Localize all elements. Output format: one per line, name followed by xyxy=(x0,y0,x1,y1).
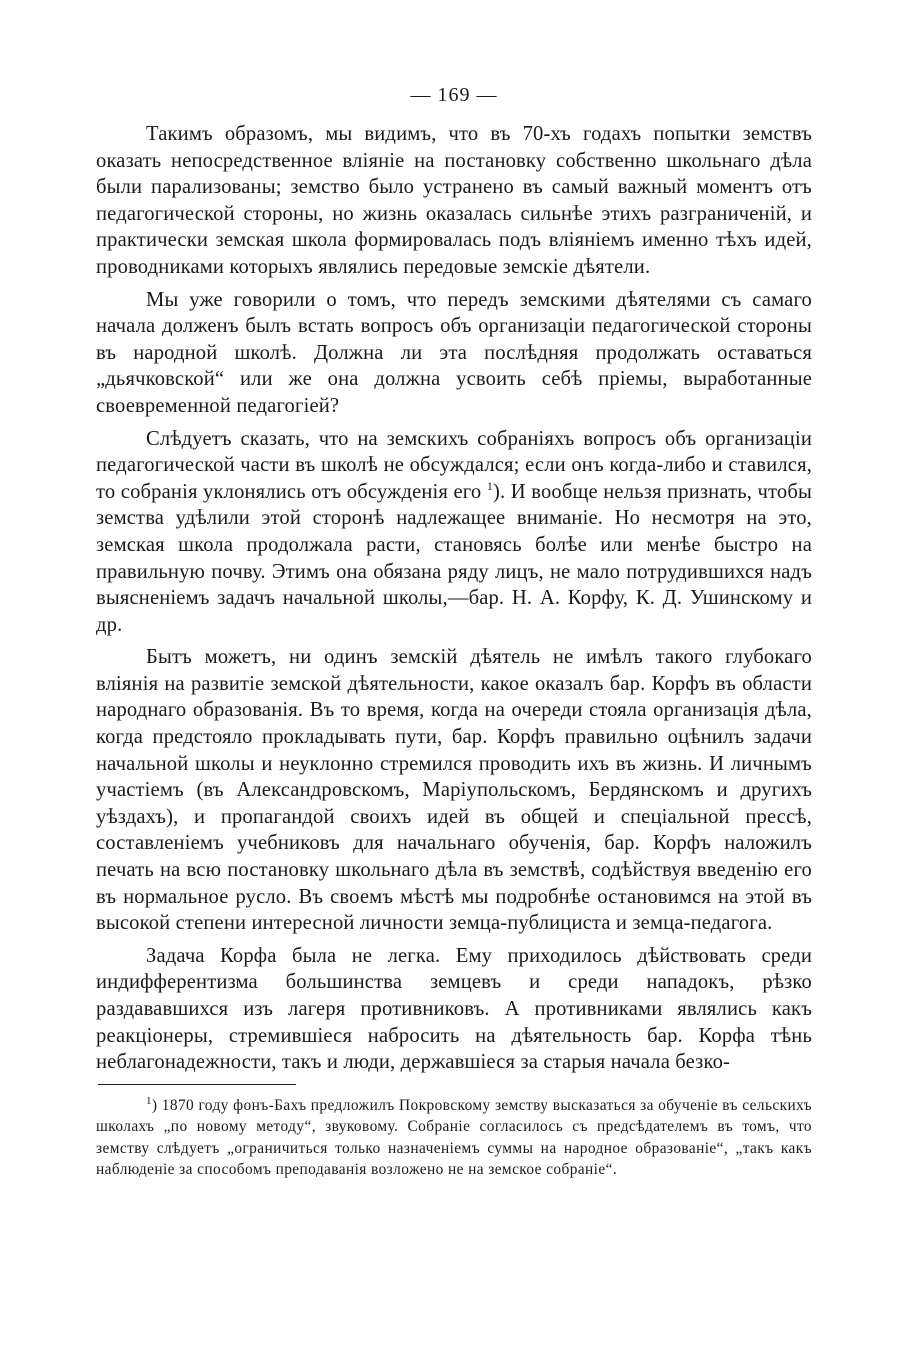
footnote xyxy=(96,1095,812,1181)
footnote-reference: 1 xyxy=(486,478,493,493)
paragraph-4: Бытъ можетъ, ни одинъ земскій дѣятель не имѣлъ такого глубокаго вліянія на развитіе земской дѣятельности, какое оказалъ бар. Корфъ въ области народнаго образованія. Въ то время, когда на очереди стояла организація дѣла, когда предстояло прокладывать пути, бар. Корфъ правильно оцѣнилъ задачи начальной школы и неуклонно стремился проводить ихъ въ жизнь. И личнымъ участіемъ (въ Александровскомъ, Маріупольскомъ, Бердянскомъ и другихъ уѣздахъ), и пропагандой своихъ идей въ общей и спеціальной прессѣ, составленіемъ учебниковъ для начальнаго обученія, бар. Корфъ наложилъ печать на всю постановку школьнаго дѣла въ земствѣ, содѣйствуя введенію его въ нормальное русло. Въ своемъ мѣстѣ мы подробнѣе остановимся на этой въ высокой степени интересной личности земца-публициста и земца-педагога. xyxy=(96,646,812,935)
paragraph-1: Такимъ образомъ, мы видимъ, что въ 70-хъ годахъ попытки земствъ оказать непосредственное вліяніе на постановку собственно школьнаго дѣла были парализованы; земство было устранено въ самый важный моментъ отъ педагогической стороны, но жизнь оказалась сильнѣе этихъ разграниченій, и практически земская школа формировалась подъ вліяніемъ именно тѣхъ идей, проводниками которыхъ являлись передовые земскіе дѣятели. xyxy=(96,123,812,278)
paragraph-3 xyxy=(96,426,812,639)
paragraph-5: Задача Корфа была не легка. Ему приходилось дѣйствовать среди индифферентизма большинства земцевъ и среди нападокъ, рѣзко раздававшихся изъ лагеря противниковъ. А противниками являлись какъ реакціонеры, стремившіеся набросить на дѣятельность бар. Корфа тѣнь неблагонадежности, такъ и люди, державшіеся за старыя начала безко- xyxy=(96,944,812,1074)
paragraph-2: Мы уже говорили о томъ, что передъ земскими дѣятелями съ самаго начала долженъ былъ встать вопросъ объ организаціи педагогической стороны въ народной школѣ. Должна ли эта послѣдняя продолжать оставаться „дьячковской“ или же она должна усвоить себѣ пріемы, выработанные своевременной педагогіей? xyxy=(96,288,812,417)
paragraph-3-text-end: ). И вообще нельзя признать, чтобы земства удѣлили этой сторонѣ надлежащее вниманіе. Но несмотря на это, земская школа продолжала расти, становясь болѣе или менѣе быстро на правильную почву. Этимъ она обязана ряду лицъ, не мало потрудившихся надъ выясненіемъ задачъ начальной школы,—бар. Н. А. Корфу, К. Д. Ушинскому и др. xyxy=(96,480,812,636)
footnote-text: ) 1870 году фонъ-Бахъ предложилъ Покровскому земству высказаться за обученіе въ сельскихъ школахъ „по новому методу“, звуковому. Собраніе согласилось съ предсѣдателемъ въ томъ, что земству слѣдуетъ „ограничиться только назначеніемъ суммы на народное образованіе“, „такъ какъ наблюденіе за способомъ преподаванія возложено не на земское собраніе“. xyxy=(96,1096,812,1179)
book-page xyxy=(96,84,812,1181)
footnote-mark: 1 xyxy=(146,1094,152,1107)
paragraph-3-text-start: Слѣдуетъ сказать, что на земскихъ собраніяхъ вопросъ объ организаціи педагогической части въ школѣ не обсуждался; если онъ когда-либо и ставился, то собранія уклонялись отъ обсужденія его xyxy=(96,427,812,503)
page-number: — 169 — xyxy=(410,84,498,106)
footnote-divider xyxy=(98,1084,296,1085)
